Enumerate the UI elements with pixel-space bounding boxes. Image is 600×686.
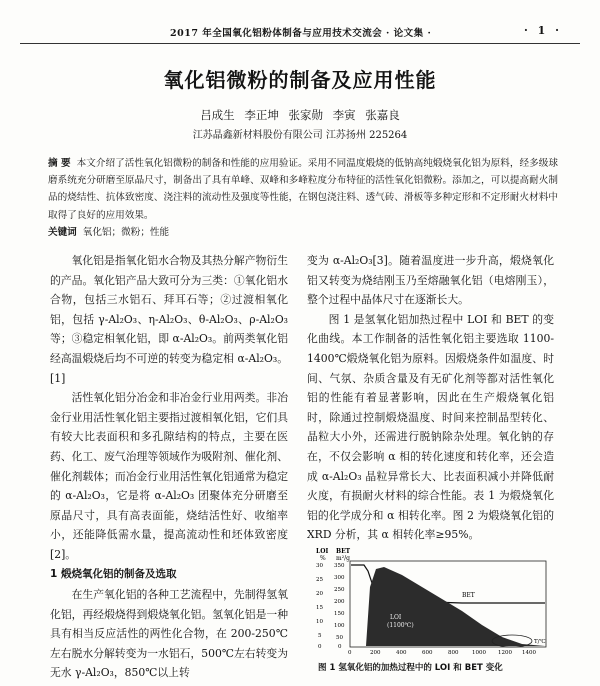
loi-curve-label: LOI — [390, 614, 402, 621]
paragraph: 氧化铝是指氧化铝水合物及其热分解产物衍生的产品。氧化铝产品大致可分为三类：①氧化铝水合物，包括三水铝石、拜耳石等；②过渡相氧化铝，包括 γ-Al₂O₃、η-Al₂O₃、θ-Al₂O₃、ρ-Al₂O₃ 等；③稳定相氧化铝，即 α-Al₂O₃。前两类氧化铝经高温煅烧后均不可逆的转变为稳定相 α-Al₂O₃。[1] — [50, 254, 288, 385]
x-axis-label: T/℃ — [534, 639, 546, 645]
abstract — [48, 155, 558, 224]
loi-tick: 30 — [316, 563, 323, 569]
paragraph: 图 1 是氢氧化铝加热过程中 LOI 和 BET 的变化曲线。本工作制备的活性氧化铝主要选取 1100-1400℃煅烧氧化铝为原料。因煅烧条件如温度、时间、气氛、杂质含量及有无矿化剂等都对活性氧化铝的性能有着显著影响，因此在生产煅烧氧化铝时，除通过控制煅烧温度、时间来控制晶型转化、晶粒大小外，还需进行脱钠除杂处理。氧化钠的存在，不仅会影响 α 相的转化速度和转化率，还会造成 α-Al₂O₃ 晶粒异常长大、比表面积减小并降低耐火度，有损耐火材料的综合性能。表 1 为煅烧氧化铝的化学成分和 α 相转化率。图 2 为煅烧氧化铝的 XRD 分析，其 α 相转化率≥95%。 — [307, 312, 554, 542]
section1-body — [50, 585, 288, 683]
affiliation: 江苏晶鑫新材料股份有限公司 江苏扬州 225264 — [192, 130, 408, 141]
x-tick: 400 — [396, 650, 407, 655]
section-heading: 1 煅烧氧化铝的制备及选取 — [50, 568, 177, 580]
bet-axis-unit: m²/g — [336, 555, 350, 562]
x-tick: 200 — [370, 650, 381, 655]
abstract-text: 本文介绍了活性氧化铝微粉的制备和性能的应用验证。采用不同温度煅烧的低钠高纯煅烧氧化铝为原料，经多级球磨系统充分研磨至原晶尺寸，制备出了具有单峰、双峰和多峰粒度分布特征的活性氧化铝微粉。添加之，可以提高耐火制品的烧结性、抗体致密度、浇注料的流动性及强度等性能，在钢包浇注料、透气砖、滑板等多种定形和不定形耐火材料中取得了良好的应用效果。 — [48, 158, 559, 221]
loi-tick: 25 — [316, 577, 323, 583]
paper-title: 氧化铝微粉的制备及应用性能 — [163, 68, 437, 92]
bet-curve-label: BET — [462, 592, 475, 599]
bet-tick: 300 — [334, 575, 345, 581]
keywords — [48, 224, 558, 238]
x-tick: 800 — [448, 650, 459, 655]
figure-caption: 图 1 氢氧化铝的加热过程中的 LOI 和 BET 变化 — [318, 663, 503, 673]
bet-tick: 0 — [338, 644, 342, 650]
bet-tick: 100 — [334, 623, 345, 629]
loi-tick: 15 — [316, 605, 323, 611]
loi-axis-label: LOI — [316, 548, 329, 555]
right-column — [307, 251, 554, 545]
left-column — [50, 251, 288, 565]
keywords-text: 氧化铝；微粉；性能 — [82, 227, 170, 238]
keywords-label: 关键词 — [48, 227, 77, 238]
bet-curve — [351, 567, 545, 646]
figure-1 — [312, 547, 552, 655]
bet-tick: 150 — [334, 611, 345, 617]
bet-tick: 200 — [334, 599, 345, 605]
paragraph: 变为 α-Al₂O₃[3]。随着温度进一步升高，煅烧氧化铝又转变为烧结刚玉乃至熔融氧化铝（电熔刚玉），整个过程中晶体尺寸在逐渐长大。 — [307, 254, 554, 307]
loi-tick: 0 — [318, 644, 322, 650]
paragraph: 在生产氧化铝的各种工艺流程中，先制得氢氧化铝，再经煅烧得到煅烧氧化铝。氢氧化铝是一种具有相当反应活性的两性化合物，在 200-250℃左右脱水分解转变为一水铝石，500℃左右转变为无水 γ-Al₂O₃，850℃以上转 — [50, 588, 288, 680]
x-tick: 1400 — [522, 650, 536, 655]
x-tick: 0 — [348, 650, 352, 655]
x-tick: 1000 — [472, 650, 486, 655]
paragraph: 活性氧化铝分冶金和非冶金行业用两类。非冶金行业用活性氧化铝主要指过渡相氧化铝，它们具有较大比表面积和多孔隙结构的特点，主要在医药、化工、废气治理等领域作为吸附剂、催化剂、催化剂载体；而冶金行业用活性氧化铝通常为稳定的 α-Al₂O₃，它是将 α-Al₂O₃ 团聚体充分研磨至原晶尺寸，具有高表面能，烧结活性好、收缩率小，还能降低需水量，提高流动性和坯体致密度[2]。 — [50, 391, 288, 561]
bet-tick: 50 — [336, 635, 343, 641]
bet-axis-label: BET — [336, 548, 351, 555]
series-note: (1100℃) — [387, 622, 414, 629]
loi-tick: 5 — [318, 633, 322, 639]
x-tick: 600 — [422, 650, 433, 655]
abstract-label: 摘 要 — [48, 158, 71, 169]
bet-tick: 250 — [334, 587, 345, 593]
loi-tick: 20 — [316, 591, 323, 597]
x-tick: 1200 — [498, 650, 512, 655]
loi-tick: 10 — [316, 619, 323, 625]
loi-axis-unit: % — [320, 555, 326, 562]
journal-name: 2017 年全国氧化铝粉体制备与应用技术交流会 · 论文集 · — [170, 28, 432, 39]
author-list: 吕成生 李正坤 张家勋 李寅 张嘉良 — [200, 108, 400, 122]
page-number: · 1 · — [524, 24, 562, 37]
page-header — [20, 25, 580, 44]
bet-tick: 350 — [334, 563, 345, 569]
